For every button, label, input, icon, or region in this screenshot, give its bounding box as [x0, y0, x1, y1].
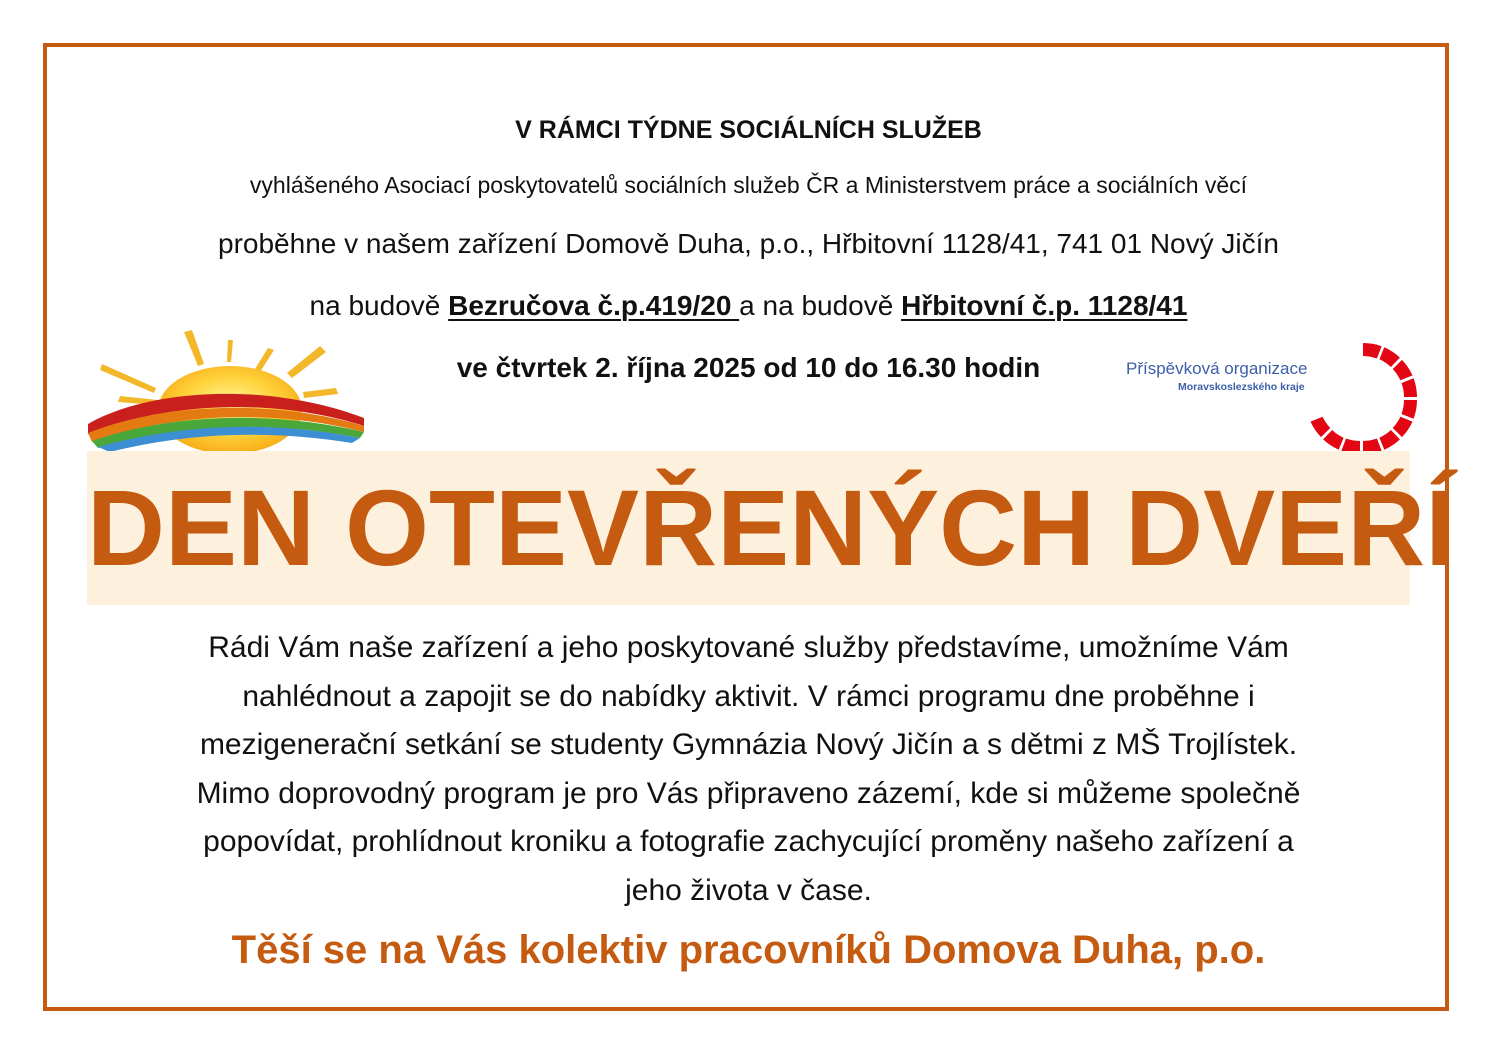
poster-heading: V RÁMCI TÝDNE SOCIÁLNÍCH SLUŽEB — [515, 116, 982, 144]
organization-logo — [1124, 343, 1424, 455]
organization-region: Moravskoslezského kraje — [1178, 381, 1305, 393]
buildings-prefix: na budově — [309, 290, 449, 321]
poster-subheading: vyhlášeného Asociací poskytovatelů sociálních služeb ČR a Ministerstvem práce a sociálních věcí — [249, 172, 1248, 198]
building-hrbitovni: Hřbitovní č.p. 1128/41 — [901, 290, 1188, 321]
buildings-line — [0, 290, 1497, 322]
description-line: nahlédnout a zapojit se do nabídky aktivit. V rámci programu dne proběhne i — [242, 679, 1255, 713]
closing-line: Těší se na Vás kolektiv pracovníků Domova Duha, p.o. — [231, 928, 1266, 972]
description-line: mezigenerační setkání se studenty Gymnázia Nový Jičín a s dětmi z MŠ Trojlístek. — [199, 728, 1298, 761]
event-description — [60, 624, 1437, 915]
description-line: Rádi Vám naše zařízení a jeho poskytované služby představíme, umožníme Vám — [208, 631, 1289, 664]
buildings-middle: a na budově — [739, 290, 902, 321]
description-line: Mimo doprovodný program je pro Vás připraveno zázemí, kde si můžeme společně — [196, 776, 1301, 810]
organization-name: Příspěvková organizace — [1126, 359, 1308, 378]
description-line: jeho života v čase. — [625, 873, 872, 907]
event-date: ve čtvrtek 2. října 2025 od 10 do 16.30 hodin — [456, 352, 1041, 383]
building-bezrucova: Bezručova č.p.419/20 — [448, 290, 740, 321]
sun-rainbow-icon — [80, 322, 365, 452]
location-line: proběhne v našem zařízení Domově Duha, p.o., Hřbitovní 1128/41, 741 01 Nový Jičín — [218, 228, 1279, 259]
description-line: popovídat, prohlídnout kroniku a fotografie zachycující proměny našeho zařízení a — [203, 825, 1294, 858]
event-title: DEN OTEVŘENÝCH DVEŘÍ — [87, 467, 1456, 588]
